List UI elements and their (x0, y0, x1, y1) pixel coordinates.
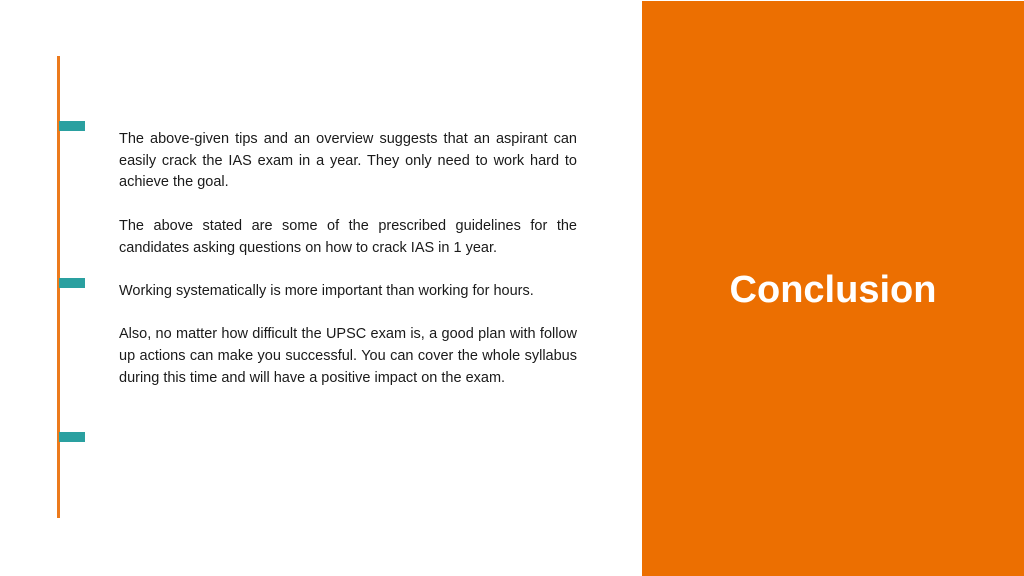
timeline-marker (59, 121, 85, 131)
timeline-marker (59, 432, 85, 442)
paragraph: The above stated are some of the prescribed guidelines for the candidates asking questions on how to crack IAS in 1 year. (119, 217, 577, 256)
body-text (119, 129, 577, 389)
side-panel (642, 1, 1024, 576)
paragraph: Also, no matter how difficult the UPSC exam is, a good plan with follow up actions can make you successful. You can cover the whole syllabus during this time and will have a positive impact on the exam. (119, 326, 577, 386)
timeline-marker (59, 278, 85, 288)
paragraph: The above-given tips and an overview suggests that an aspirant can easily crack the IAS exam in a year. They only need to work hard to achieve the goal. (119, 131, 577, 191)
paragraph: Working systematically is more important than working for hours. (119, 282, 534, 299)
section-title: Conclusion (729, 269, 937, 311)
